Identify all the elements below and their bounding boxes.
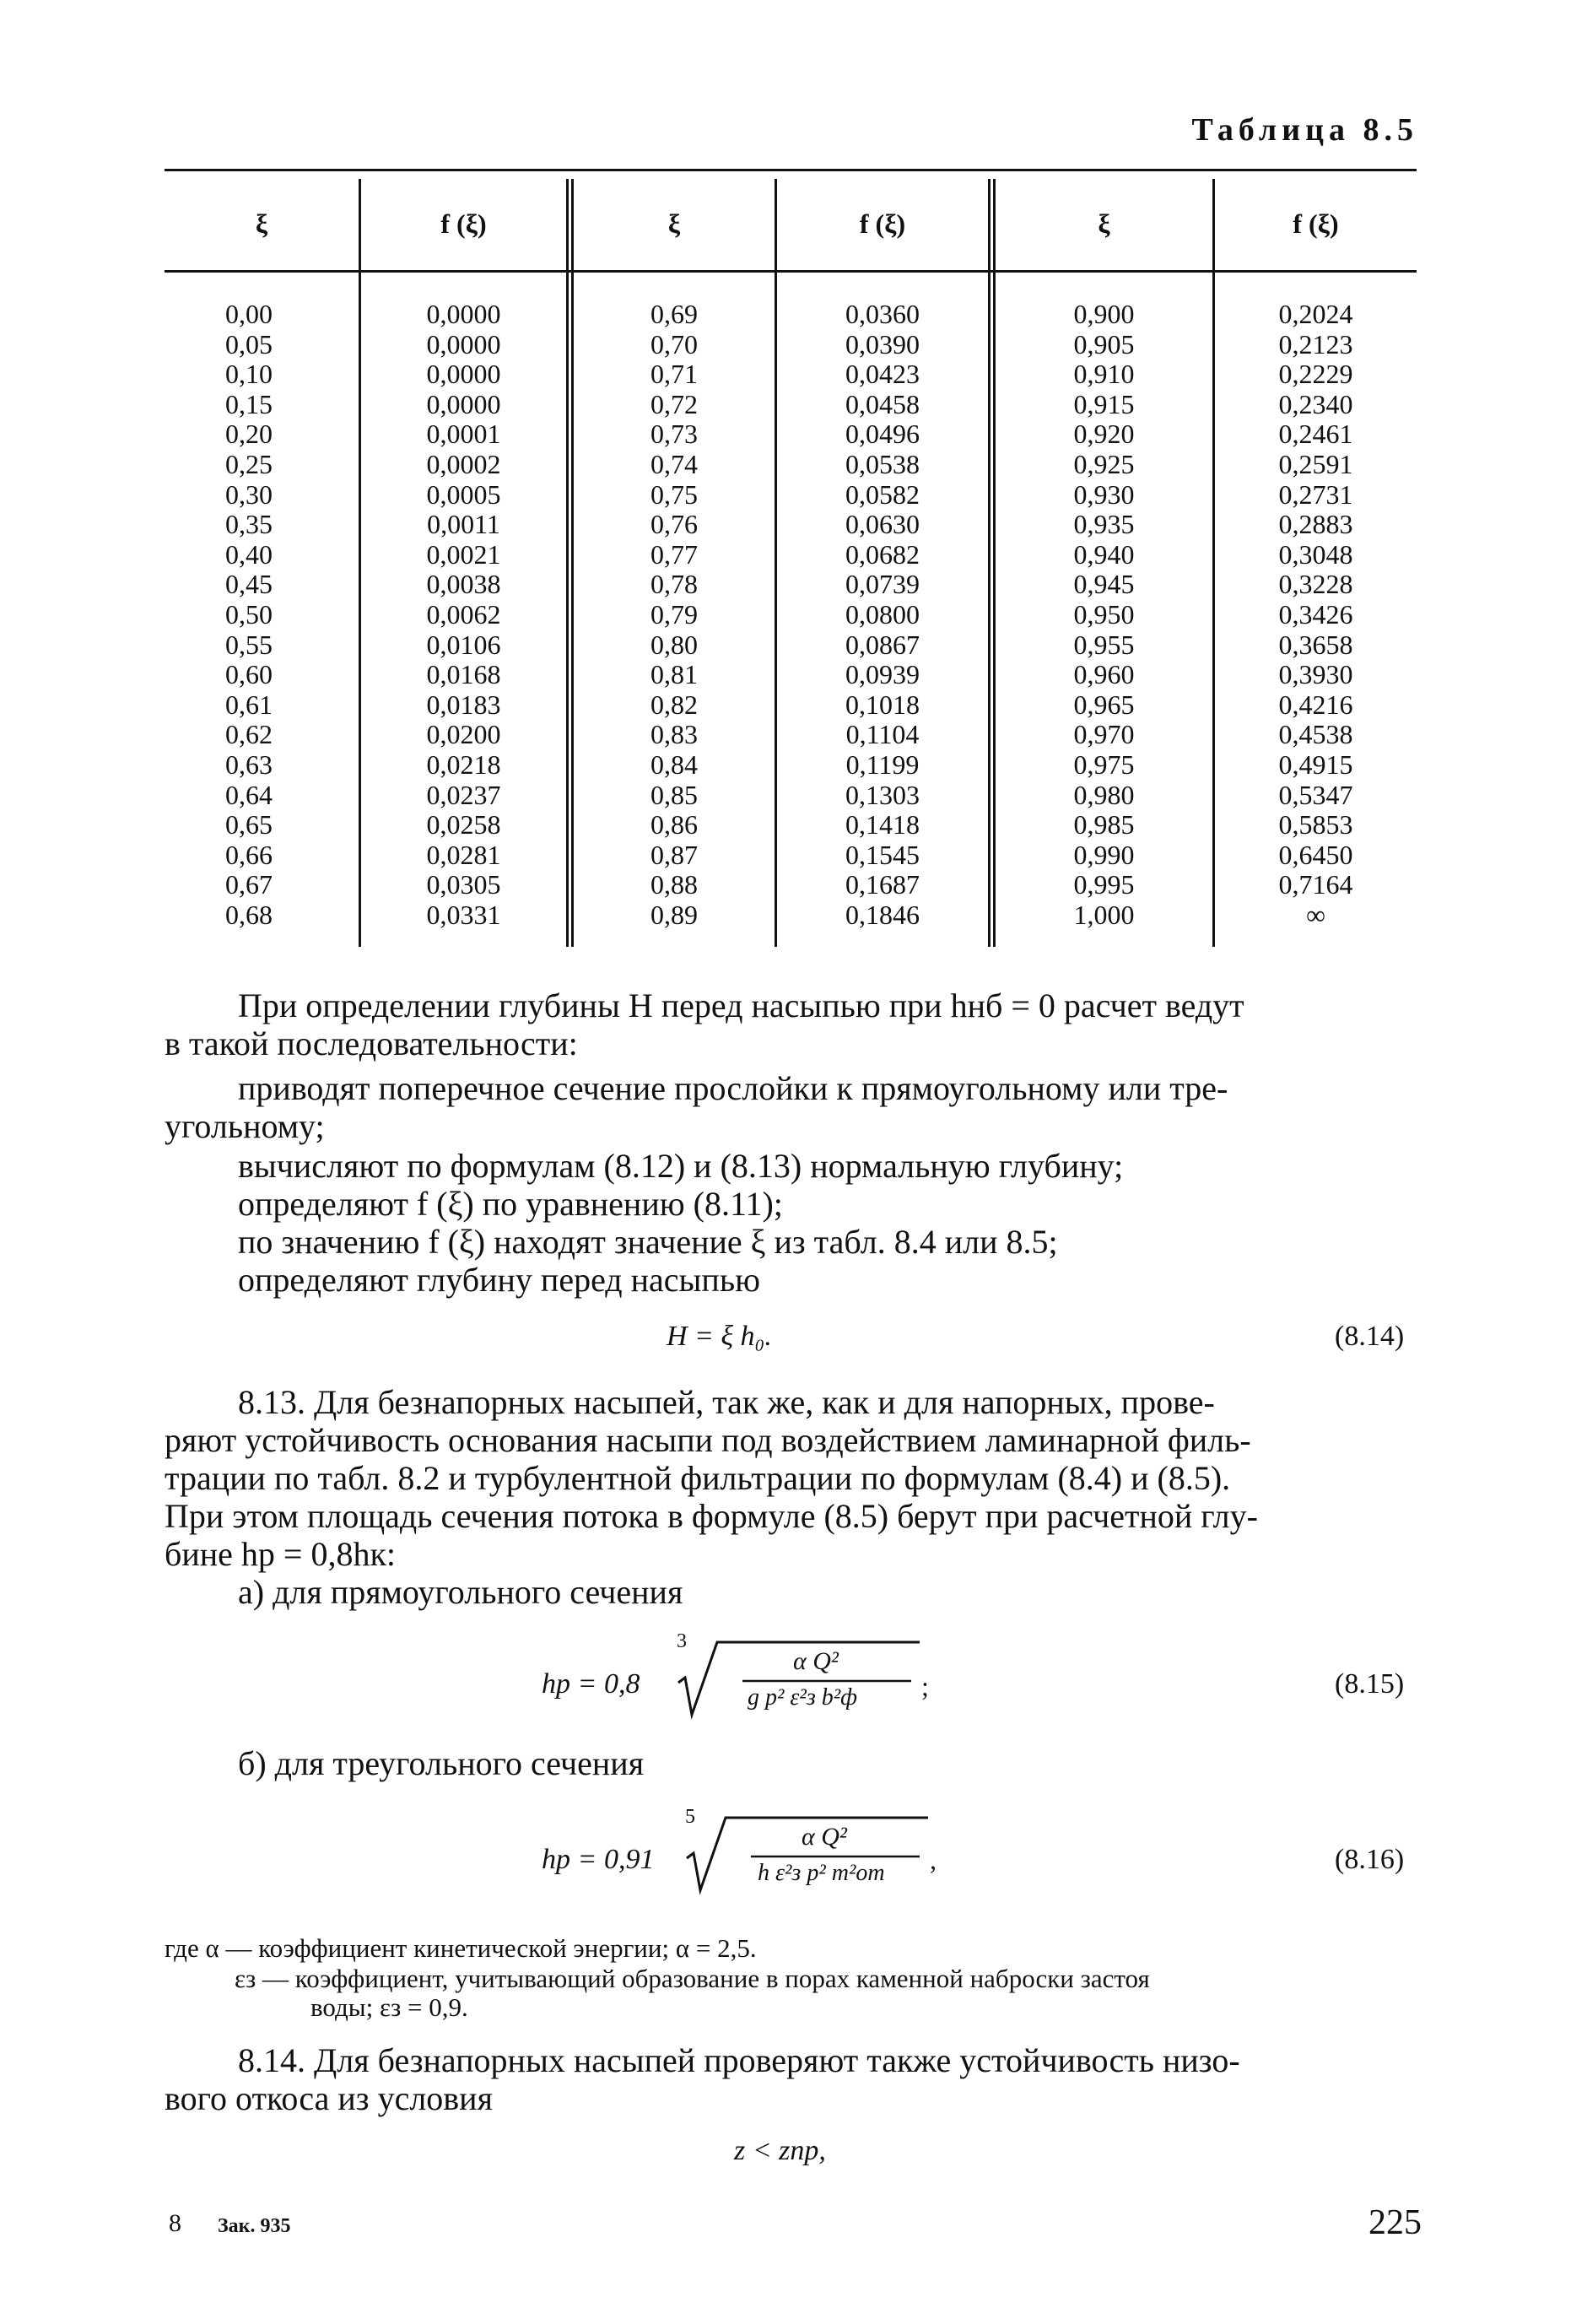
- equation-number: (8.14): [1335, 1321, 1405, 1352]
- table-cell-xi: 0,25: [225, 448, 273, 479]
- table-cell-xi: 0,955: [1073, 629, 1135, 660]
- table-cell-f: 0,0458: [845, 388, 920, 419]
- column-f-3: [1215, 300, 1417, 930]
- table-cell-f: 0,0630: [845, 509, 920, 540]
- table-cell-xi: 0,985: [1073, 809, 1135, 840]
- table-cell-xi: 0,45: [225, 569, 273, 600]
- table-cell-xi: 0,940: [1073, 538, 1135, 570]
- where-note: воды; εз = 0,9.: [310, 1992, 468, 2022]
- equation-number: (8.16): [1335, 1844, 1405, 1875]
- table-cell-f: 0,0106: [426, 629, 501, 660]
- table-cell-f: 0,0011: [427, 509, 500, 540]
- table-cell-f: 0,1687: [845, 869, 920, 900]
- table-cell-xi: 0,71: [650, 359, 698, 390]
- table-cell-f: 0,2229: [1278, 359, 1353, 390]
- table-cell-f: 0,1545: [845, 839, 920, 870]
- order-number: Зак. 935: [218, 2215, 291, 2237]
- table-cell-f: 0,0000: [426, 388, 501, 419]
- table-header-rule: [165, 270, 1417, 273]
- table-cell-xi: 0,78: [650, 569, 698, 600]
- table-cell-f: 0,0739: [845, 569, 920, 600]
- table-cell-xi: 0,64: [225, 779, 273, 810]
- table-cell-f: 0,0867: [845, 629, 920, 660]
- table-cell-xi: 0,68: [225, 899, 273, 930]
- table-cell-xi: 0,950: [1073, 598, 1135, 630]
- table-cell-xi: 0,945: [1073, 569, 1135, 600]
- paragraph-line: угольному;: [165, 1107, 325, 1145]
- page-number: 225: [1368, 2203, 1422, 2242]
- fraction-numerator: α Q²: [793, 1647, 839, 1675]
- table-cell-f: 0,0331: [426, 899, 501, 930]
- paragraph-line: определяют f (ξ) по уравнению (8.11);: [238, 1185, 783, 1223]
- table-cell-xi: 0,35: [225, 509, 273, 540]
- table-cell-xi: 0,920: [1073, 419, 1135, 450]
- table-cell-xi: 0,20: [225, 419, 273, 450]
- table-cell-xi: 0,63: [225, 749, 273, 780]
- table-cell-xi: 0,60: [225, 659, 273, 690]
- table-cell-f: 0,0000: [426, 359, 501, 390]
- table-cell-f: 0,0002: [426, 448, 501, 479]
- paragraph-line: вычисляют по формулам (8.12) и (8.13) нормальную глубину;: [238, 1147, 1124, 1185]
- table-cell-xi: 1,000: [1073, 899, 1135, 930]
- table-cell-xi: 0,900: [1073, 299, 1135, 329]
- header-f-xi: f (ξ): [1293, 208, 1339, 239]
- table-cell-f: 0,2731: [1278, 478, 1353, 510]
- table-cell-f: 0,0218: [426, 749, 501, 780]
- paragraph-line: 8.13. Для безнапорных насыпей, так же, как и для напорных, прове-: [238, 1383, 1215, 1421]
- column-double-divider: [566, 179, 574, 947]
- table-cell-f: 0,0001: [426, 419, 501, 450]
- table-cell-f: 0,0000: [426, 328, 501, 359]
- table-cell-f: 0,0423: [845, 359, 920, 390]
- root-index: 5: [685, 1806, 695, 1828]
- table-cell-xi: 0,69: [650, 299, 698, 329]
- header-f-xi: f (ξ): [440, 208, 487, 239]
- table-cell-f: 0,0360: [845, 299, 920, 329]
- equation-8-14: H = ξ h₀.: [667, 1321, 772, 1352]
- table-cell-xi: 0,925: [1073, 448, 1135, 479]
- table-cell-xi: 0,10: [225, 359, 273, 390]
- table-cell-f: 0,2123: [1278, 328, 1353, 359]
- table-cell-f: 0,4216: [1278, 689, 1353, 720]
- table-cell-xi: 0,66: [225, 839, 273, 870]
- table-cell-xi: 0,77: [650, 538, 698, 570]
- table-cell-xi: 0,975: [1073, 749, 1135, 780]
- table-cell-f: 0,0038: [426, 569, 501, 600]
- paragraph-line: 8.14. Для безнапорных насыпей проверяют также устойчивость низо-: [238, 2041, 1240, 2079]
- table-cell-f: 0,0496: [845, 419, 920, 450]
- paragraph-line: определяют глубину перед насыпью: [238, 1261, 760, 1299]
- fraction-denominator: g p² ε²з b²ф: [748, 1684, 858, 1711]
- table-cell-xi: 0,05: [225, 328, 273, 359]
- table-cell-xi: 0,905: [1073, 328, 1135, 359]
- table-cell-xi: 0,930: [1073, 478, 1135, 510]
- paragraph-line: трации по табл. 8.2 и турбулентной фильтрации по формулам (8.4) и (8.5).: [165, 1459, 1231, 1497]
- root-index: 3: [677, 1630, 687, 1652]
- table-cell-xi: 0,61: [225, 689, 273, 720]
- equation-8-15-radical: [667, 1630, 945, 1723]
- table-cell-xi: 0,965: [1073, 689, 1135, 720]
- table-cell-xi: 0,960: [1073, 659, 1135, 690]
- table-cell-xi: 0,89: [650, 899, 698, 930]
- table-cell-f: 0,3658: [1278, 629, 1353, 660]
- table-cell-f: 0,0939: [845, 659, 920, 690]
- table-cell-f: 0,2340: [1278, 388, 1353, 419]
- table-cell-f: 0,6450: [1278, 839, 1353, 870]
- table-cell-xi: 0,40: [225, 538, 273, 570]
- table-cell-xi: 0,990: [1073, 839, 1135, 870]
- table-cell-f: 0,2591: [1278, 448, 1353, 479]
- table-cell-f: 0,7164: [1278, 869, 1353, 900]
- table-cell-f: 0,3930: [1278, 659, 1353, 690]
- header-xi: ξ: [667, 208, 681, 239]
- table-cell-xi: 0,65: [225, 809, 273, 840]
- table-cell-f: 0,0305: [426, 869, 501, 900]
- table-cell-f: 0,2024: [1278, 299, 1353, 329]
- table-cell-f: 0,2461: [1278, 419, 1353, 450]
- table-cell-f: 0,0682: [845, 538, 920, 570]
- table-top-rule: [165, 169, 1417, 171]
- equation-number: (8.15): [1335, 1668, 1405, 1700]
- table-cell-xi: 0,76: [650, 509, 698, 540]
- table-cell-xi: 0,79: [650, 598, 698, 630]
- table-cell-xi: 0,73: [650, 419, 698, 450]
- column-xi-2: [574, 300, 775, 930]
- table-cell-f: 0,0258: [426, 809, 501, 840]
- table-cell-xi: 0,80: [650, 629, 698, 660]
- equation-8-15-lhs: hр = 0,8: [542, 1668, 640, 1700]
- table-cell-f: 0,0021: [426, 538, 501, 570]
- table-cell-f: 0,2883: [1278, 509, 1353, 540]
- paragraph-line: При этом площадь сечения потока в формуле (8.5) берут при расчетной глу-: [165, 1497, 1258, 1535]
- table-cell-xi: 0,50: [225, 598, 273, 630]
- paragraph-line: в такой последовательности:: [165, 1024, 578, 1062]
- table-cell-xi: 0,30: [225, 478, 273, 510]
- table-cell-f: 0,0582: [845, 478, 920, 510]
- header-f-xi: f (ξ): [859, 208, 906, 239]
- paragraph-line: При определении глубины H перед насыпью при hнб = 0 расчет ведут: [238, 986, 1244, 1024]
- paragraph-line: вого откоса из условия: [165, 2079, 493, 2117]
- table-cell-xi: 0,74: [650, 448, 698, 479]
- where-note: εз — коэффициент, учитывающий образование в порах каменной наброски застоя: [235, 1964, 1150, 1993]
- table-cell-f: 0,1018: [845, 689, 920, 720]
- paragraph-line: приводят поперечное сечение прослойки к прямоугольному или тре-: [238, 1069, 1228, 1107]
- table-cell-xi: 0,84: [650, 749, 698, 780]
- table-cell-xi: 0,75: [650, 478, 698, 510]
- table-cell-f: 0,5853: [1278, 809, 1353, 840]
- table-cell-xi: 0,970: [1073, 719, 1135, 750]
- table-cell-f: 0,3426: [1278, 598, 1353, 630]
- table-cell-xi: 0,15: [225, 388, 273, 419]
- column-xi-1: [165, 300, 333, 930]
- table-cell-f: 0,0005: [426, 478, 501, 510]
- signature-mark: 8: [169, 2209, 181, 2237]
- table-cell-f: 0,1418: [845, 809, 920, 840]
- table-cell-f: 0,1303: [845, 779, 920, 810]
- table-cell-f: 0,1846: [845, 899, 920, 930]
- where-note: где α — коэффициент кинетической энергии; α = 2,5.: [165, 1933, 757, 1963]
- table-cell-xi: 0,980: [1073, 779, 1135, 810]
- table-cell-f: 0,1199: [845, 749, 920, 780]
- punctuation: ,: [930, 1845, 937, 1875]
- table-cell-xi: 0,915: [1073, 388, 1135, 419]
- table-cell-f: 0,0000: [426, 299, 501, 329]
- paragraph-line: по значению f (ξ) находят значение ξ из табл. 8.4 или 8.5;: [238, 1223, 1058, 1261]
- table-caption: Таблица 8.5: [1191, 112, 1418, 148]
- table-cell-xi: 0,00: [225, 299, 273, 329]
- table-cell-f: 0,0168: [426, 659, 501, 690]
- table-cell-xi: 0,85: [650, 779, 698, 810]
- table-cell-xi: 0,81: [650, 659, 698, 690]
- header-xi: ξ: [255, 208, 268, 239]
- table-cell-xi: 0,86: [650, 809, 698, 840]
- paragraph-line: бине hр = 0,8hк:: [165, 1535, 397, 1573]
- table-cell-xi: 0,55: [225, 629, 273, 660]
- table-cell-f: 0,5347: [1278, 779, 1353, 810]
- table-cell-f: 0,0538: [845, 448, 920, 479]
- paragraph-line: б) для треугольного сечения: [238, 1744, 645, 1782]
- table-cell-xi: 0,67: [225, 869, 273, 900]
- table-cell-f: 0,3228: [1278, 569, 1353, 600]
- equation-8-16-radical: [675, 1806, 953, 1899]
- table-cell-xi: 0,910: [1073, 359, 1135, 390]
- table-cell-f: 0,4538: [1278, 719, 1353, 750]
- table-cell-xi: 0,72: [650, 388, 698, 419]
- table-cell-f: 0,0281: [426, 839, 501, 870]
- column-f-1: [361, 300, 566, 930]
- paragraph-line: а) для прямоугольного сечения: [238, 1573, 683, 1611]
- table-cell-xi: 0,935: [1073, 509, 1135, 540]
- table-cell-f: 0,4915: [1278, 749, 1353, 780]
- table-cell-f: 0,0062: [426, 598, 501, 630]
- inequality: z < zпр,: [734, 2135, 826, 2166]
- table-cell-f: 0,1104: [845, 719, 920, 750]
- table-cell-xi: 0,87: [650, 839, 698, 870]
- table-cell-f: 0,3048: [1278, 538, 1353, 570]
- table-cell-xi: 0,70: [650, 328, 698, 359]
- table-cell-xi: 0,88: [650, 869, 698, 900]
- table-cell-xi: 0,82: [650, 689, 698, 720]
- table-cell-f: ∞: [1306, 899, 1325, 930]
- column-double-divider: [988, 179, 996, 947]
- header-xi: ξ: [1098, 208, 1110, 239]
- table-cell-xi: 0,995: [1073, 869, 1135, 900]
- equation-8-16-lhs: hр = 0,91: [542, 1844, 655, 1875]
- table-cell-f: 0,0183: [426, 689, 501, 720]
- punctuation: ;: [921, 1671, 929, 1701]
- column-xi-3: [996, 300, 1212, 930]
- table-cell-f: 0,0390: [845, 328, 920, 359]
- fraction-denominator: h ε²з p² m²от: [758, 1860, 885, 1886]
- paragraph-line: ряют устойчивость основания насыпи под воздействием ламинарной филь-: [165, 1421, 1251, 1459]
- table-cell-f: 0,0200: [426, 719, 501, 750]
- table-cell-f: 0,0237: [426, 779, 501, 810]
- table-cell-xi: 0,83: [650, 719, 698, 750]
- fraction-numerator: α Q²: [802, 1823, 847, 1851]
- column-f-2: [777, 300, 988, 930]
- table-cell-xi: 0,62: [225, 719, 273, 750]
- table-cell-f: 0,0800: [845, 598, 920, 630]
